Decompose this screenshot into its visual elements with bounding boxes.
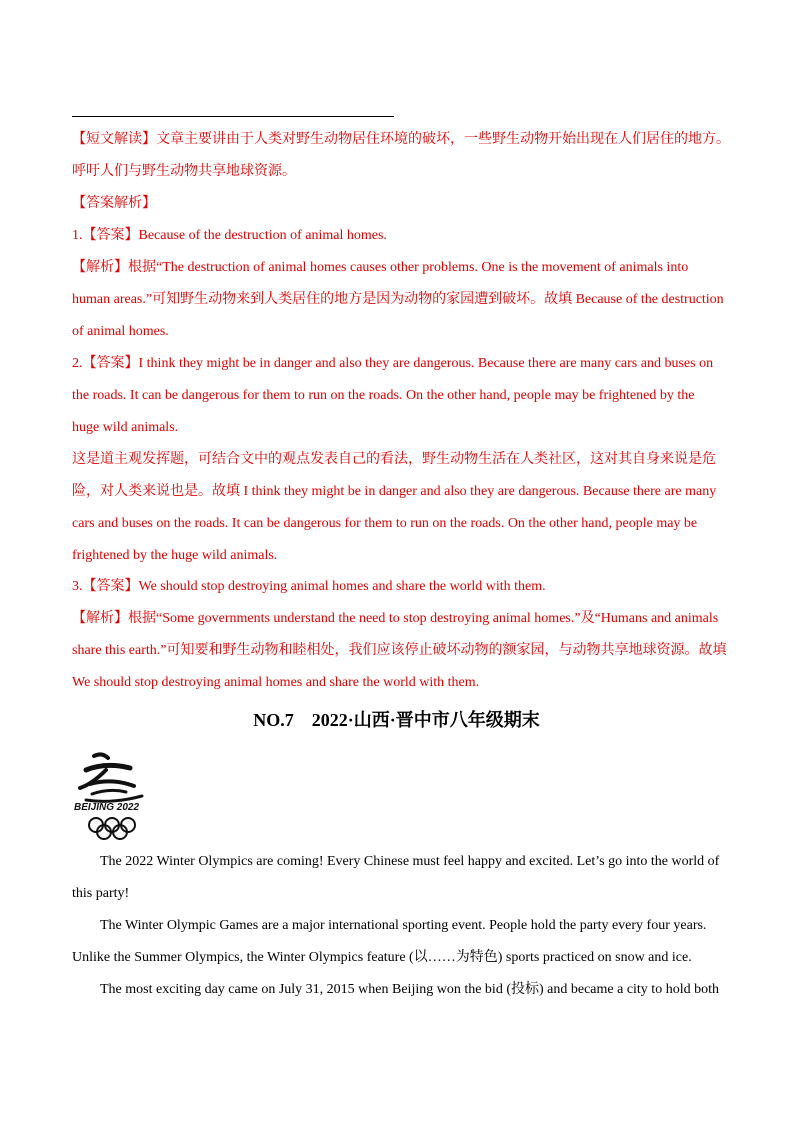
passage-line: The 2022 Winter Olympics are coming! Every Chinese must feel happy and excited. Let’s go into the world of — [100, 854, 720, 869]
summary-line: 【短文解读】文章主要讲由于人类对野生动物居住环境的破坏，一些野生动物开始出现在人们居住的地方。 — [72, 132, 730, 147]
answer-2-line: huge wild animals. — [72, 420, 179, 435]
analysis-2-line: cars and buses on the roads. It can be dangerous for them to run on the roads. On the other hand, people may be — [72, 516, 698, 531]
section-title: NO.7 2022·山西·晋中市八年级期末 — [253, 710, 540, 730]
beijing-2022-logo — [72, 748, 152, 840]
answer-1: 1.【答案】Because of the destruction of animal homes. — [72, 228, 387, 243]
passage-line: this party! — [72, 886, 130, 901]
passage-line: Unlike the Summer Olympics, the Winter Olympics feature (以……为特色) sports practiced on snow and ice. — [72, 950, 692, 965]
answer-3: 3.【答案】We should stop destroying animal homes and share the world with them. — [72, 579, 546, 594]
analysis-1-line: human areas.”可知野生动物来到人类居住的地方是因为动物的家园遭到破坏。故填 Because of the destruction — [72, 292, 724, 307]
passage-line: The most exciting day came on July 31, 2015 when Beijing won the bid (投标) and became a city to hold both — [100, 982, 719, 997]
footnote-separator — [72, 116, 394, 117]
passage-line: The Winter Olympic Games are a major international sporting event. People hold the party every four years. — [100, 918, 707, 933]
analysis-3-line: 【解析】根据“Some governments understand the need to stop destroying animal homes.”及“Humans and animals — [72, 611, 719, 626]
analysis-3-line: We should stop destroying animal homes and share the world with them. — [72, 675, 480, 690]
analysis-2-line: 险，对人类来说也是。故填 I think they might be in danger and also they are dangerous. Because there are many — [72, 484, 717, 499]
answer-2-line: 2.【答案】I think they might be in danger and also they are dangerous. Because there are many cars and buses on — [72, 356, 714, 371]
analysis-2-line: frightened by the huge wild animals. — [72, 548, 278, 563]
winter-olympics-emblem-icon — [72, 748, 152, 840]
analysis-3-line: share this earth.”可知要和野生动物和睦相处，我们应该停止破坏动物的额家园，与动物共享地球资源。故填 — [72, 643, 727, 658]
answer-analysis-heading: 【答案解析】 — [72, 196, 156, 211]
analysis-1-line: of animal homes. — [72, 324, 169, 339]
summary-line: 呼吁人们与野生动物共享地球资源。 — [72, 164, 296, 179]
answer-2-line: the roads. It can be dangerous for them to run on the roads. On the other hand, people may be frightened by the — [72, 388, 695, 403]
analysis-1-line: 【解析】根据“The destruction of animal homes causes other problems. One is the movement of animals into — [72, 260, 689, 275]
analysis-2-line: 这是道主观发挥题，可结合文中的观点发表自己的看法，野生动物生活在人类社区，这对其自身来说是危 — [72, 452, 716, 467]
logo-text: BEIJING 2022 — [74, 802, 140, 813]
